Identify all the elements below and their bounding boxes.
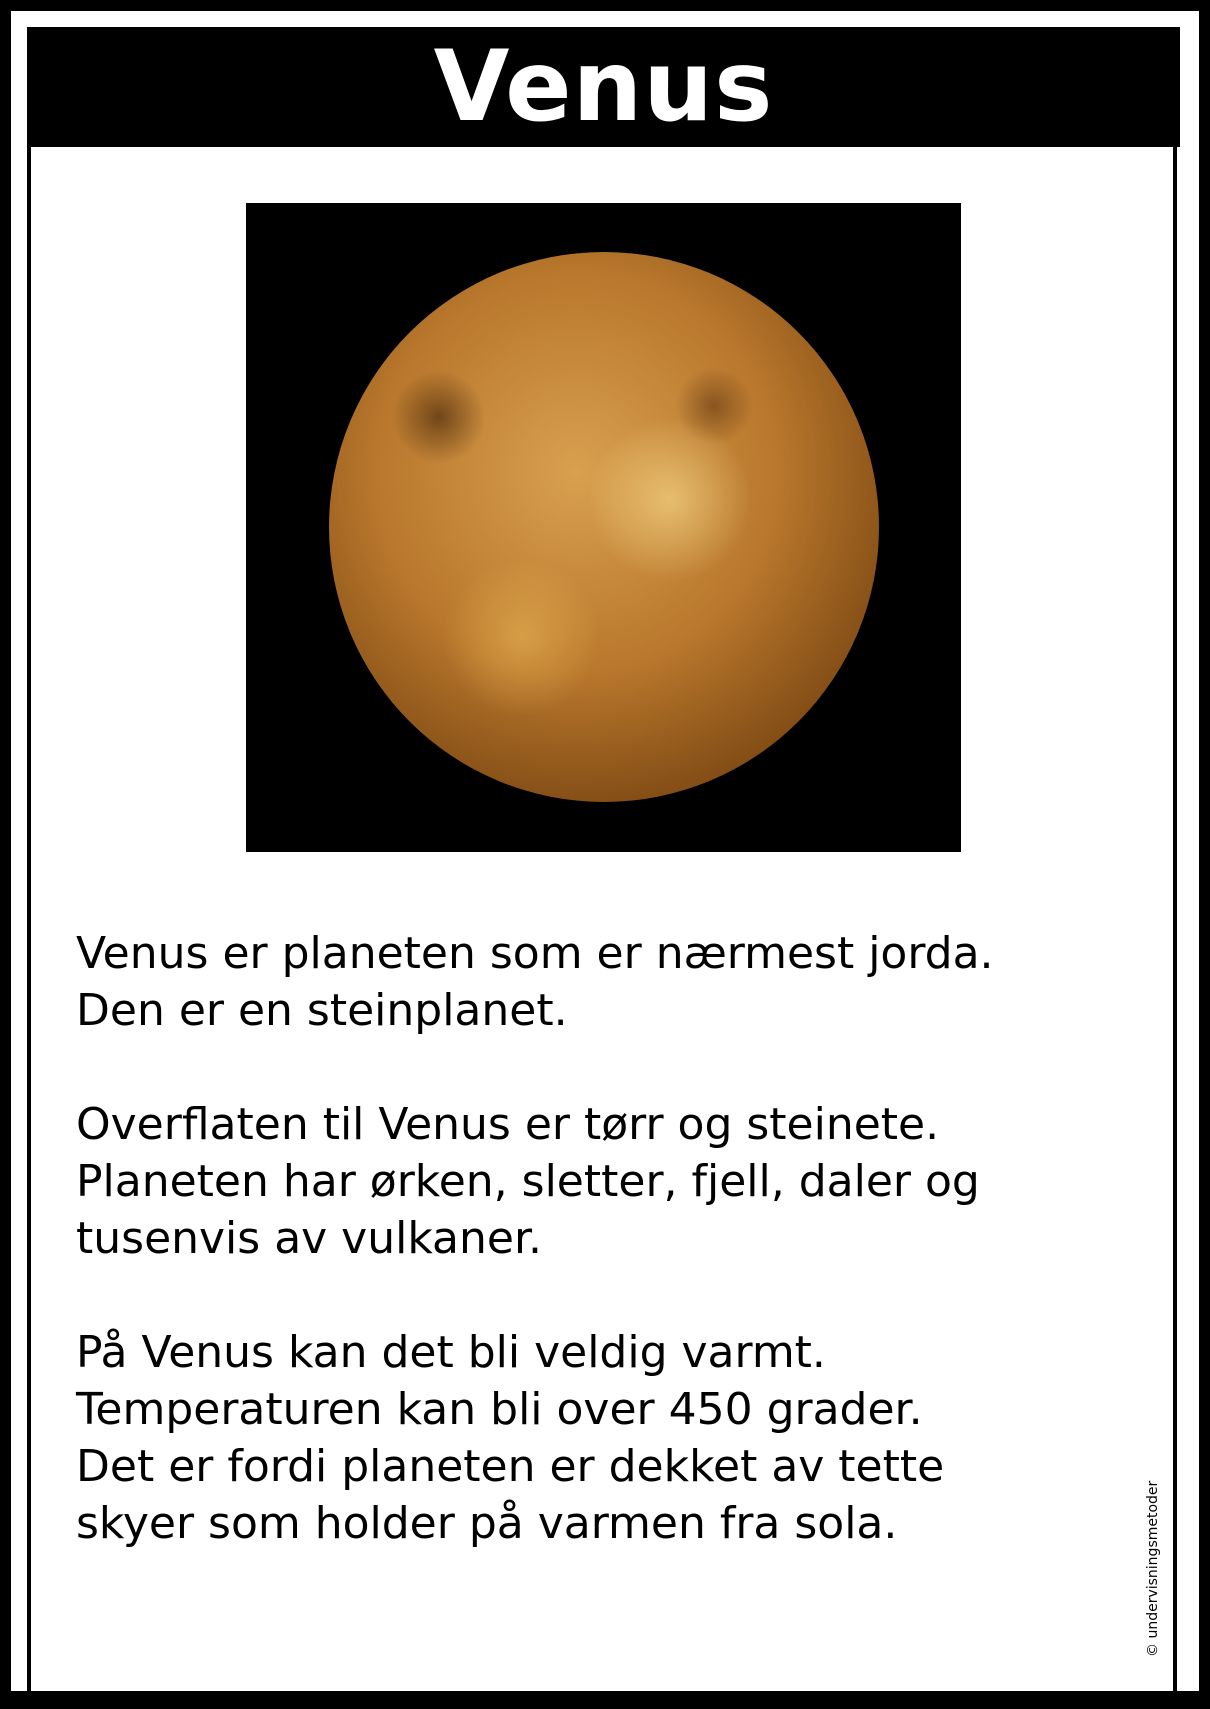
line: Den er en steinplanet. [76, 985, 568, 1036]
line: På Venus kan det bli veldig varmt. [76, 1327, 826, 1378]
body-text [76, 925, 1096, 1609]
line: tusenvis av vulkaner. [76, 1213, 542, 1264]
title-banner [27, 27, 1180, 147]
paragraph-1 [76, 925, 1096, 1039]
line: Temperaturen kan bli over 450 grader. [76, 1384, 923, 1435]
line: Det er fordi planeten er dekket av tette [76, 1441, 945, 1492]
paragraph-2 [76, 1096, 1096, 1267]
line: Venus er planeten som er nærmest jorda. [76, 928, 994, 979]
page-title: Venus [433, 30, 774, 144]
line: Overflaten til Venus er tørr og steinete. [76, 1099, 940, 1150]
line: Planeten har ørken, sletter, fjell, daler og [76, 1156, 980, 1207]
copyright-notice: © undervisningsmetoder [1145, 1480, 1161, 1657]
paragraph-3 [76, 1324, 1096, 1552]
line: skyer som holder på varmen fra sola. [76, 1498, 898, 1549]
planet-photo [246, 203, 961, 852]
venus-planet-image [329, 252, 879, 802]
